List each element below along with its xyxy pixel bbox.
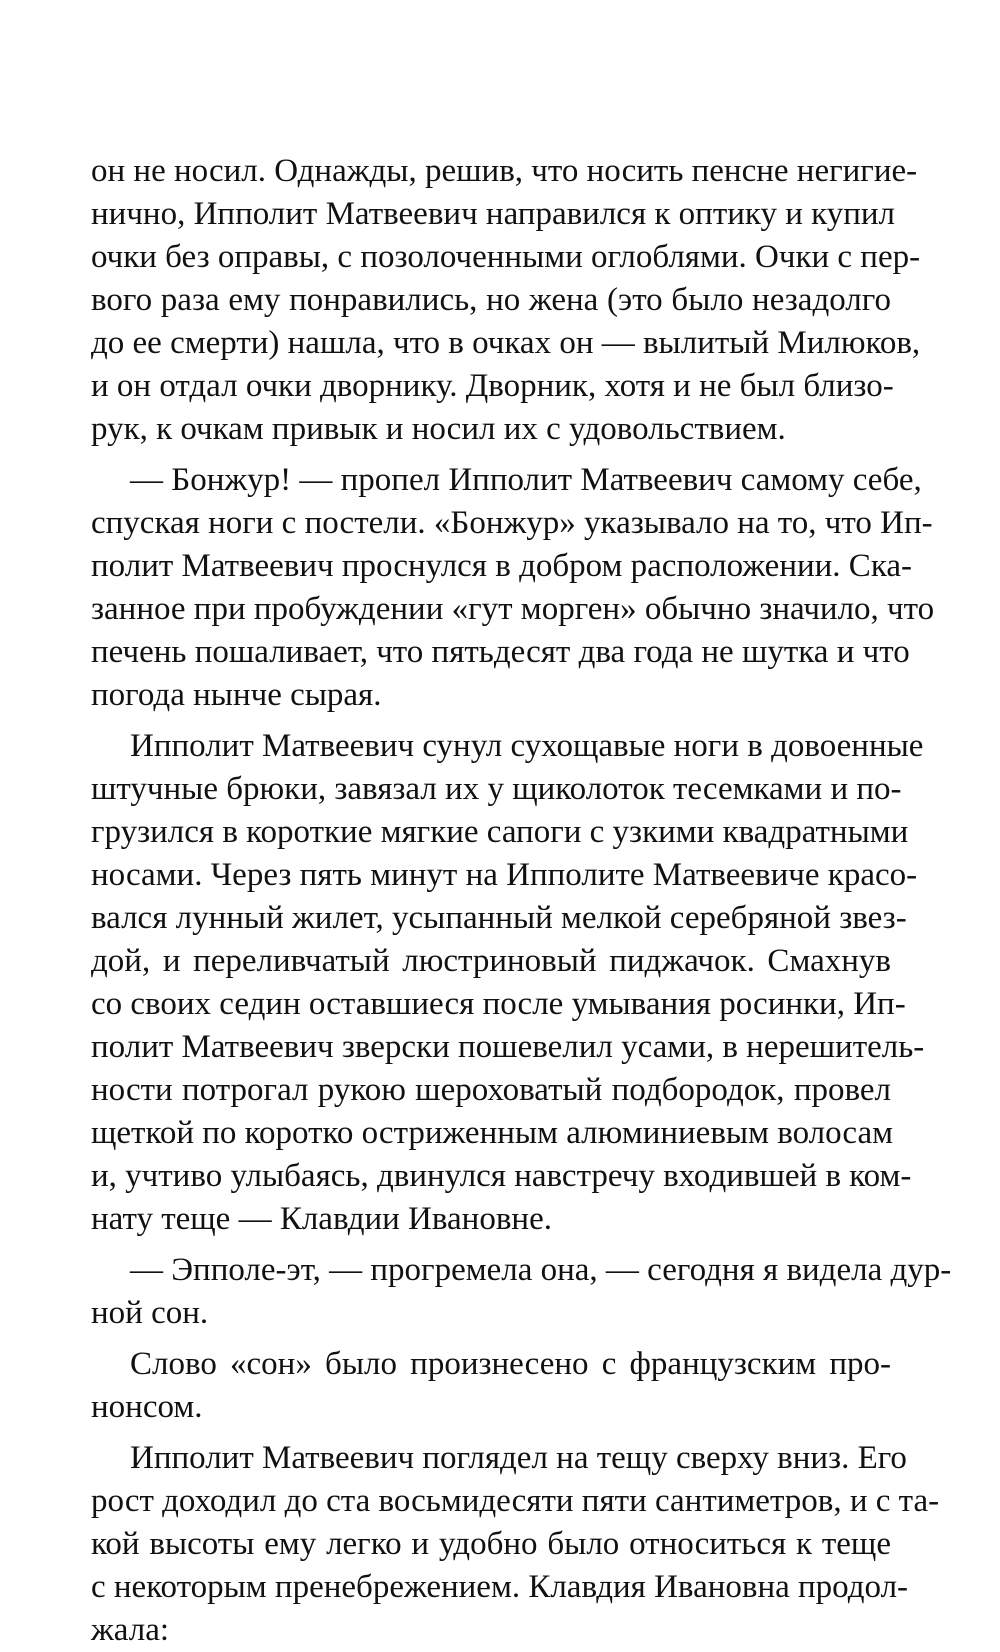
text-line: он не носил. Однажды, решив, что носить пенсне негигие- — [91, 153, 918, 189]
text-line: и, учтиво улыбаясь, двинулся навстречу входившей в ком- — [91, 1158, 912, 1194]
paragraph-gap — [91, 1241, 891, 1249]
paragraph-gap — [91, 717, 891, 725]
text-line: спуская ноги с постели. «Бонжур» указывало на то, что Ип- — [91, 505, 933, 541]
text-line: нату теще — Клавдии Ивановне. — [91, 1201, 552, 1237]
text-line: со своих седин оставшиеся после умывания росинки, Ип- — [91, 986, 906, 1022]
text-line: до ее смерти) нашла, что в очках он — вылитый Милюков, — [91, 325, 921, 361]
text-line: жала: — [91, 1612, 170, 1648]
text-line: занное при пробуждении «гут морген» обычно значило, что — [91, 591, 935, 627]
text-line: рук, к очкам привык и носил их с удовольствием. — [91, 411, 786, 447]
text-line: нично, Ипполит Матвеевич направился к оптику и купил — [91, 196, 895, 232]
paragraph-gap — [91, 1335, 891, 1343]
paragraph — [91, 1249, 952, 1335]
text-line: носами. Через пять минут на Ипполите Матвеевиче красо- — [91, 857, 918, 893]
text-line: дой, и переливчатый люстриновый пиджачок. Смахнув — [91, 943, 891, 979]
paragraph — [91, 1437, 940, 1652]
paragraph-gap — [91, 451, 891, 459]
text-line: — Эпполе-эт, — прогремела она, — сегодня я видела дур- — [130, 1252, 952, 1288]
text-line: нонсом. — [91, 1389, 203, 1425]
text-line: погода нынче сырая. — [91, 677, 382, 713]
text-line: — Бонжур! — пропел Ипполит Матвеевич самому себе, — [130, 462, 922, 498]
paragraph — [91, 459, 935, 717]
text-line: и он отдал очки дворнику. Дворник, хотя и не был близо- — [91, 368, 894, 404]
text-line: печень пошаливает, что пятьдесят два года не шутка и что — [91, 634, 910, 670]
paragraph — [91, 1343, 891, 1429]
text-line: вого раза ему понравились, но жена (это было незадолго — [91, 282, 891, 318]
page-text-body — [91, 150, 952, 1652]
text-line: полит Матвеевич зверски пошевелил усами, в нерешитель- — [91, 1029, 925, 1065]
text-line: рост доходил до ста восьмидесяти пяти сантиметров, и с та- — [91, 1483, 940, 1519]
text-line: грузился в короткие мягкие сапоги с узкими квадратными — [91, 814, 909, 850]
text-line: с некоторым пренебрежением. Клавдия Ивановна продол- — [91, 1569, 909, 1605]
text-line: очки без оправы, с позолоченными оглоблями. Очки с пер- — [91, 239, 921, 275]
text-line: Ипполит Матвеевич поглядел на тещу сверху вниз. Его — [130, 1440, 907, 1476]
paragraph — [91, 150, 921, 451]
paragraph — [91, 725, 925, 1241]
text-line: ности потрогал рукою шероховатый подбородок, провел — [91, 1072, 891, 1108]
text-line: вался лунный жилет, усыпанный мелкой серебряной звез- — [91, 900, 907, 936]
text-line: Ипполит Матвеевич сунул сухощавые ноги в довоенные — [130, 728, 924, 764]
text-line: кой высоты ему легко и удобно было относиться к теще — [91, 1526, 891, 1562]
text-line: щеткой по коротко остриженным алюминиевым волосам — [91, 1115, 894, 1151]
text-line: штучные брюки, завязал их у щиколоток тесемками и по- — [91, 771, 902, 807]
paragraph-gap — [91, 1429, 891, 1437]
text-line: полит Матвеевич проснулся в добром расположении. Ска- — [91, 548, 912, 584]
text-line: ной сон. — [91, 1295, 209, 1331]
text-line: Слово «сон» было произнесено с французским про- — [130, 1346, 891, 1382]
